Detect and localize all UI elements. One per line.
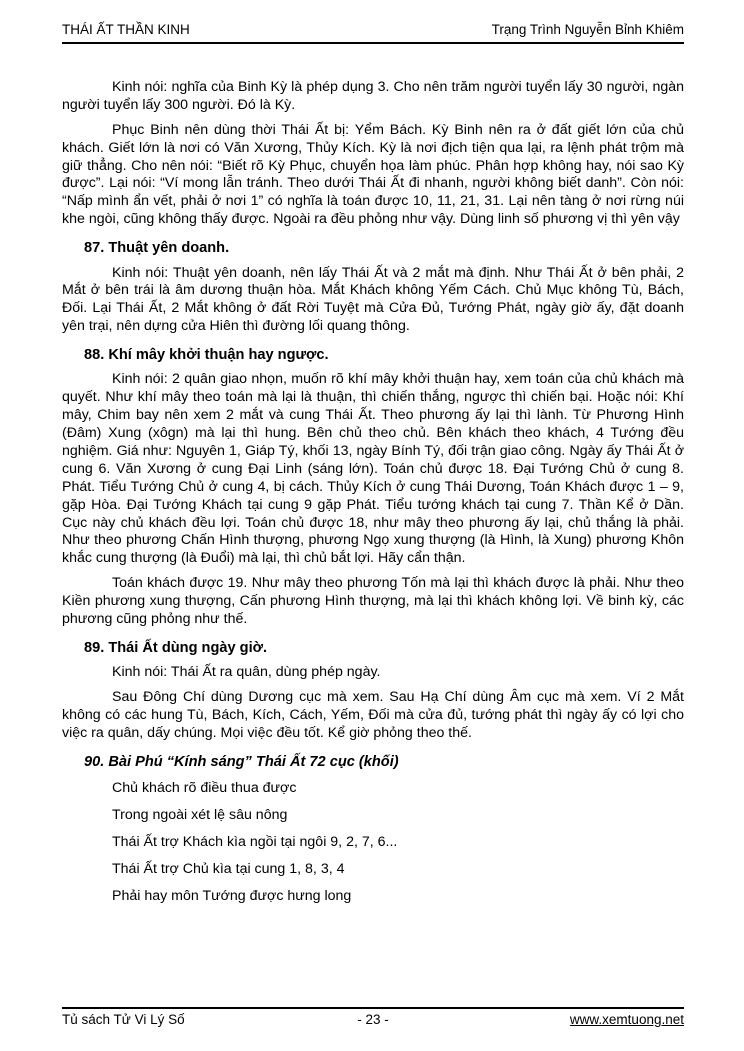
paragraph-89-1: Kinh nói: Thái Ất ra quân, dùng phép ngày. [112, 664, 381, 681]
verse-line-1: Chủ khách rõ điều thua được [112, 780, 297, 797]
footer-website-link[interactable]: www.xemtuong.net [569, 1012, 684, 1027]
header-author: Trạng Trình Nguyễn Bỉnh Khiêm [491, 22, 684, 37]
verse-block [62, 780, 684, 905]
section-heading-87: 87. Thuật yên doanh. [84, 240, 230, 257]
header-book-title: THÁI ẤT THẦN KINH [62, 22, 190, 37]
paragraph-88-1: Kinh nói: 2 quân giao nhọn, muốn rõ khí mây khởi thuận hay, xem toán của chủ khách mà quyết. Như khí mây theo toán mà lại là thuận, thì chiến thắng, ngược thì chiến bại. Hoặc nói: Khí mây, Chim bay nên xem 2 mắt và cung Thái Ất. Theo phương ấy lại thì lành. Từ Phương Hình (Đâm) Xung (xôgn) mà lại thì hung. Bên chủ theo chủ. Bên khách theo khách, 4 Tướng đều nghiệm. Giá như: Nguyên 1, Giáp Tý, khối 13, ngày Bính Tý, đối trận giao công. Ngày ấy Thái Ất ở cung 6. Văn Xương ở cung Đại Linh (sáng lớn). Toán chủ được 18. Đại Tướng Chủ ở cung 8. Phát. Tiểu Tướng Chủ ở cung 4, bị cách. Thủy Kích ở cung Thái Dương, Toán Khách được 1 – 9, gặp Hòa. Đại Tướng Khách tại cung 9 gặp Phát. Tiểu tướng khách tại cung 7. Thần Kể ở Dần. Cục này chủ khách đều lợi. Toán chủ được 18, như mây theo phương ấy lại, chủ thắng là phải. Như theo phương Chấn Hình thượng, phương Ngọ xung thượng (là Hình, là Xung) phương Khôn khắc cung thượng (là Đuổi) mà lại, thì chủ bắt lợi. Hãy cẩn thận. [62, 371, 684, 567]
section-heading-89: 89. Thái Ất dùng ngày giờ. [84, 639, 268, 656]
verse-line-5: Phải hay môn Tướng được hưng long [112, 887, 352, 904]
paragraph-binh-ky: Kinh nói: nghĩa của Binh Kỳ là phép dụng 3. Cho nên trăm người tuyển lấy 30 người, ngàn người tuyển lấy 300 người. Đó là Kỳ. [62, 79, 684, 113]
verse-line-2: Trong ngoài xét lệ sâu nông [112, 807, 288, 824]
paragraph-89-2: Sau Đông Chí dùng Dương cục mà xem. Sau Hạ Chí dùng Âm cục mà xem. Ví 2 Mắt không có các hung Tù, Bách, Kích, Cách, Yếm, Đối mà cửa đủ, tướng phát thì ngày ấy có lợi cho việc ra quân, dấy chúng. Mọi việc đều tốt. Kể giờ phỏng theo thế. [62, 689, 684, 741]
page-header [62, 22, 684, 44]
footer-page-number: - 23 - [357, 1012, 389, 1027]
footer-series-title: Tủ sách Tử Vi Lý Số [62, 1012, 185, 1027]
verse-line-4: Thái Ất trợ Chủ kìa tại cung 1, 8, 3, 4 [112, 860, 345, 877]
section-heading-90: 90. Bài Phú “Kính sáng” Thái Ất 72 cục (khối) [84, 753, 399, 770]
page-footer [62, 1007, 684, 1027]
section-heading-88: 88. Khí mây khởi thuận hay ngược. [84, 347, 329, 364]
verse-line-3: Thái Ất trợ Khách kìa ngồi tại ngôi 9, 2, 7, 6... [112, 834, 398, 850]
paragraph-88-2: Toán khách được 19. Như mây theo phương Tốn mà lại thì khách được là phải. Như theo Kiền phương xung thượng, Cấn phương Hình thượng, mà lại thì khách không lợi. Về binh kỳ, các phương cũng phỏng như thế. [62, 575, 684, 628]
paragraph-phuc-binh: Phục Binh nên dùng thời Thái Ất bị: Yểm Bách. Kỳ Binh nên ra ở đất giết lớn của chủ khách. Giết lớn là nơi có Văn Xương, Thủy Kích. Kỳ là nơi địch tiện qua lại, ra lệnh phát trộm mà giữ thẳng. Cho nên nói: “Biết rõ Kỳ Phục, chuyển họa làm phúc. Phân hợp không hay, nói sao Kỳ được”. Lại nói: “Ví mong lẫn tránh. Theo dưới Thái Ất đi nhanh, người không biết danh”. Còn nói: “Nấp mình ẩn vết, phải ở nơi 1” có nghĩa là toán được 10, 11, 21, 31. Lại nên tàng ở nơi rừng núi khe ngòi, cũng không thấy được. Ngoài ra đều phỏng như vậy. Dùng linh số phương vị thì yên vậy [62, 121, 684, 228]
page-body [62, 72, 684, 915]
paragraph-87: Kinh nói: Thuật yên doanh, nên lấy Thái Ất và 2 mắt mà định. Như Thái Ất ở bên phải, 2 Mắt ở bên trái là âm dương thuận hòa. Mắt Khách không Yếm Cách. Chủ Mục không Tù, Bách, Đối. Lại Thái Ất, 2 Mắt không ở đất Rời Tuyệt mà Cửa Đủ, Tướng Phát, ngày giờ ấy, đặt doanh yên trại, nên dựng cửa Hiên thì đường lối quang thông. [62, 264, 684, 335]
